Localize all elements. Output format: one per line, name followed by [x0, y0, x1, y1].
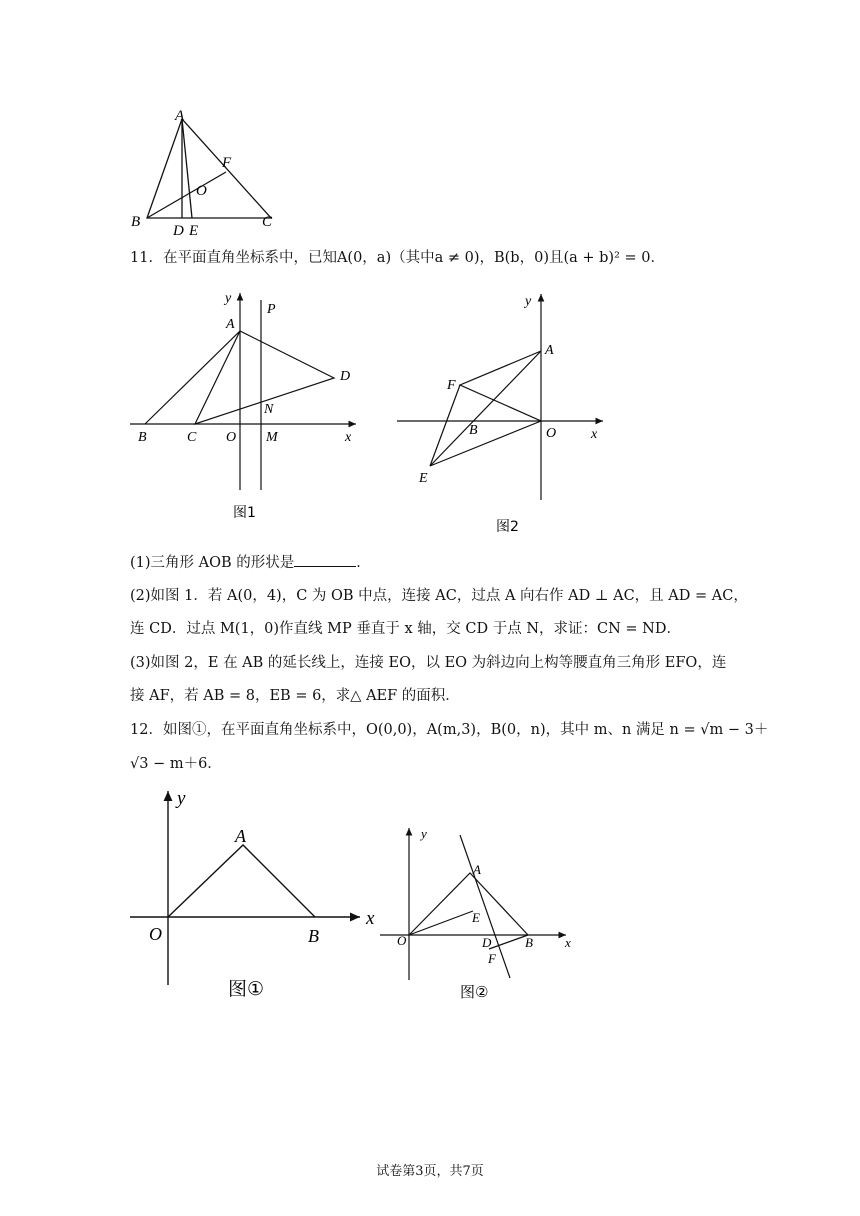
label-M: M [266, 430, 278, 445]
label-E: E [189, 223, 199, 239]
label-A: A [235, 826, 246, 846]
label-O: O [546, 426, 557, 441]
label-B: B [138, 430, 147, 445]
label-O: O [149, 924, 162, 944]
q11-part-3-line-2: 接 AF，若 AB = 8，EB = 6，求△ AEF 的面积． [130, 688, 460, 704]
label-C: C [187, 430, 197, 445]
label-B: B [525, 935, 533, 950]
q11-stem: 11．在平面直角坐标系中，已知A(0，a)（其中a ≠ 0)，B(b，0)且(a + b)² = 0． [130, 250, 665, 266]
label-D: D [340, 369, 351, 384]
q11-part-1: (1)三角形 AOB 的形状是 ． [130, 552, 371, 573]
label-x: x [591, 427, 598, 442]
label-x: x [366, 908, 375, 929]
label-B: B [131, 214, 141, 230]
q12-figure-2 [378, 825, 588, 1010]
figure-caption: 图① [228, 978, 265, 1000]
label-y: y [177, 788, 186, 809]
label-F: F [447, 378, 456, 393]
q11-part-3-line-1: (3)如图 2，E 在 AB 的延长线上，连接 EO，以 EO 为斜边向上构等腰直角三角形 EFO，连 [130, 655, 727, 671]
label-A: A [473, 862, 481, 877]
label-D: D [482, 935, 492, 950]
label-A: A [545, 343, 554, 358]
label-A: A [175, 108, 185, 124]
figure-caption: 图1 [233, 505, 256, 521]
q11-figure-1 [128, 285, 368, 525]
answer-blank [294, 552, 356, 567]
label-E: E [419, 471, 428, 486]
q11-figure-2 [395, 288, 615, 538]
label-A: A [226, 317, 235, 332]
label-O: O [397, 933, 407, 948]
label-O: O [226, 430, 237, 445]
label-x: x [345, 430, 352, 445]
label-F: F [488, 951, 496, 966]
figure-caption: 图② [460, 983, 489, 1001]
q12-stem-line-1: 12．如图①，在平面直角坐标系中，O(0,0)，A(m,3)，B(0，n)，其中 m、n 满足 n = √m − 3＋ [130, 722, 769, 738]
label-D: D [173, 223, 184, 239]
label-E: E [472, 910, 480, 925]
label-P: P [267, 302, 276, 317]
q12-stem-line-2: √3 − m＋6． [130, 756, 222, 772]
q11-part-2-line-1: (2)如图 1．若 A(0，4)，C 为 OB 中点，连接 AC，过点 A 向右作 AD ⊥ AC，且 AD = AC， [130, 588, 748, 604]
label-y: y [421, 826, 427, 841]
q11-part-2-line-2: 连 CD．过点 M(1，0)作直线 MP 垂直于 x 轴，交 CD 于点 N，求证：CN = ND． [130, 621, 681, 637]
label-B: B [469, 423, 478, 438]
page-footer: 试卷第3页，共7页 [376, 1164, 484, 1179]
label-F: F [222, 155, 232, 171]
label-y: y [525, 294, 532, 309]
label-O: O [196, 183, 207, 199]
label-y: y [225, 291, 232, 306]
label-C: C [262, 214, 273, 230]
label-x: x [565, 935, 571, 950]
label-N: N [264, 402, 274, 417]
triangle-figure [125, 105, 285, 237]
q12-figure-1 [128, 785, 388, 1010]
figure-caption: 图2 [496, 519, 519, 535]
label-B: B [308, 926, 319, 946]
